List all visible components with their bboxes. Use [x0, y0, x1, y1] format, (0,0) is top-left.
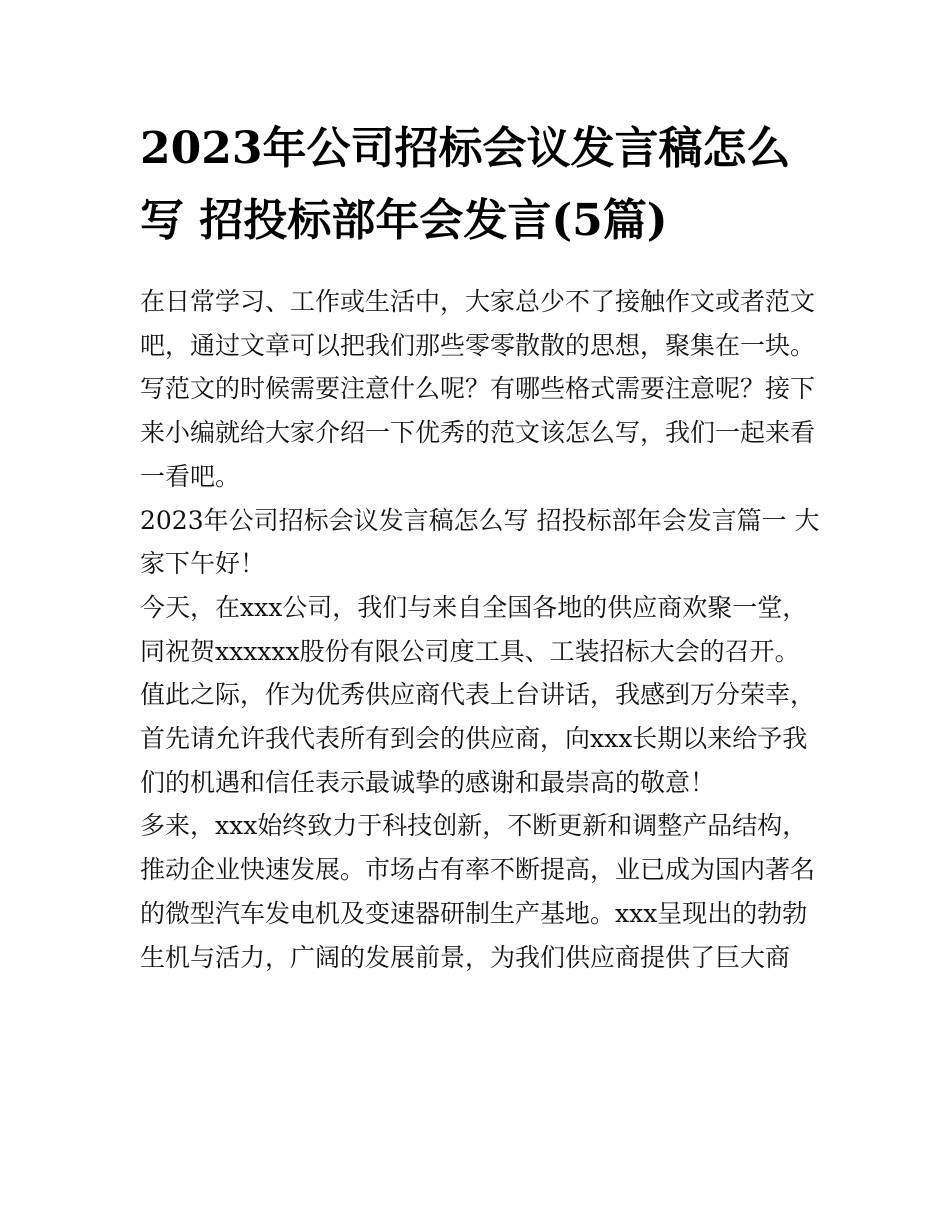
document-body	[140, 280, 820, 979]
paragraph-intro: 在日常学习、工作或生活中，大家总少不了接触作文或者范文吧，通过文章可以把我们那些零零散散的思想，聚集在一块。写范文的时候需要注意什么呢？有哪些格式需要注意呢？接下来小编就给大家介绍一下优秀的范文该怎么写，我们一起来看一看吧。	[140, 287, 816, 491]
paragraph-heading-part-one: 2023年公司招标会议发言稿怎么写 招投标部年会发言篇一 大家下午好！	[140, 505, 820, 579]
paragraph-greeting: 今天，在xxx公司，我们与来自全国各地的供应商欢聚一堂，同祝贺xxxxxx股份有限公司度工具、工装招标大会的召开。值此之际，作为优秀供应商代表上台讲话，我感到万分荣幸，首先请允许我代表所有到会的供应商，向xxx长期以来给予我们的机遇和信任表示最诚挚的感谢和最崇高的敬意！	[140, 592, 816, 797]
document-title: 2023年公司招标会议发言稿怎么写 招投标部年会发言(5篇)	[140, 123, 791, 246]
paragraph-company-development: 多来，xxx始终致力于科技创新，不断更新和调整产品结构，推动企业快速发展。市场占有率不断提高，业已成为国内著名的微型汽车发电机及变速器研制生产基地。xxx呈现出的勃勃生机与活力，广阔的发展前景，为我们供应商提供了巨大商	[140, 811, 816, 972]
